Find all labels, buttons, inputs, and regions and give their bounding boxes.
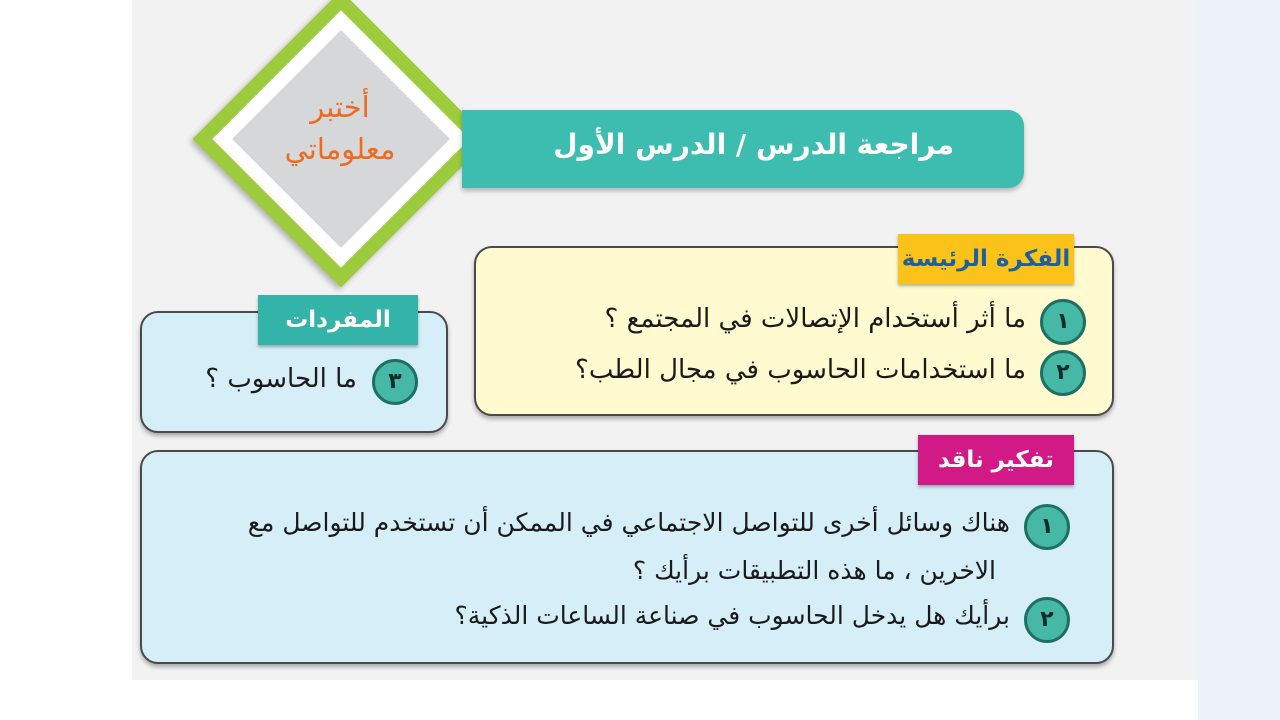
main-idea-question-2: ما استخدامات الحاسوب في مجال الطب؟ xyxy=(575,355,1026,385)
critical-thinking-number-2: ٢ xyxy=(1024,597,1070,643)
right-margin-strip xyxy=(1198,0,1280,720)
vocabulary-question-3: ما الحاسوب ؟ xyxy=(205,364,357,394)
vocabulary-number-3: ٣ xyxy=(372,359,418,405)
badge-text xyxy=(270,86,410,170)
badge-line-2: معلوماتي xyxy=(284,132,396,166)
main-idea-number-1: ١ xyxy=(1040,299,1086,345)
critical-thinking-question-2: برأيك هل يدخل الحاسوب في صناعة الساعات الذكية؟ xyxy=(454,601,1010,630)
critical-thinking-tag: تفكير ناقد xyxy=(918,435,1074,485)
main-idea-tag: الفكرة الرئيسة xyxy=(898,234,1074,284)
vocabulary-tag: المفردات xyxy=(258,295,418,345)
main-idea-number-2: ٢ xyxy=(1040,350,1086,396)
lesson-review-title: مراجعة الدرس / الدرس الأول xyxy=(553,128,954,161)
badge-line-1: أختبر xyxy=(310,90,370,124)
critical-thinking-question-1-line-2: الاخرين ، ما هذه التطبيقات برأيك ؟ xyxy=(632,556,996,585)
critical-thinking-number-1: ١ xyxy=(1024,504,1070,550)
critical-thinking-question-1-line-1: هناك وسائل أخرى للتواصل الاجتماعي في الممكن أن تستخدم للتواصل مع xyxy=(247,508,1010,537)
main-idea-question-1: ما أثر أستخدام الإتصالات في المجتمع ؟ xyxy=(604,304,1026,334)
lesson-review-banner xyxy=(462,110,1024,188)
